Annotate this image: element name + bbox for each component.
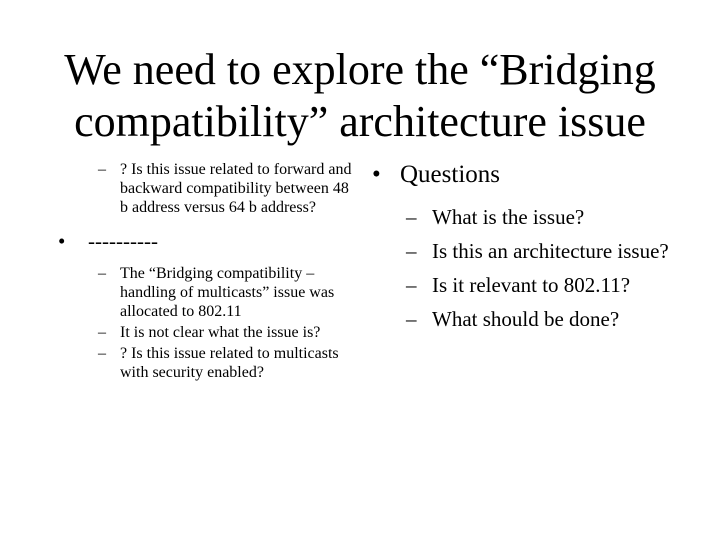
left-bullet-list bbox=[58, 229, 358, 254]
dash-marker: – bbox=[406, 273, 417, 297]
dash-marker: – bbox=[98, 265, 106, 282]
right-column bbox=[372, 160, 712, 338]
list-item-text: What should be done? bbox=[432, 307, 620, 331]
dash-marker: – bbox=[406, 239, 417, 263]
list-item-text: Is it relevant to 802.11? bbox=[432, 273, 631, 297]
dash-marker: – bbox=[406, 205, 417, 229]
dash-marker: – bbox=[98, 324, 106, 341]
dash-marker: – bbox=[406, 307, 417, 331]
bullet-item bbox=[58, 229, 358, 254]
slide-title bbox=[0, 44, 720, 148]
list-item bbox=[58, 160, 358, 217]
list-item-text: It is not clear what the issue is? bbox=[120, 324, 321, 341]
bullet-marker: • bbox=[58, 229, 66, 253]
list-item bbox=[372, 202, 712, 233]
list-item-text: ? Is this issue related to forward and backward compatibility between 48 b address versus 64 b address? bbox=[120, 161, 352, 216]
list-item bbox=[58, 323, 358, 342]
left-column bbox=[58, 160, 358, 384]
bullet-text: Questions bbox=[400, 161, 500, 188]
list-item-text: What is the issue? bbox=[432, 205, 585, 229]
left-sub-list-2 bbox=[58, 264, 358, 382]
list-item bbox=[58, 344, 358, 382]
bullet-text: ---------- bbox=[88, 229, 158, 253]
title-line-2: compatibility” architecture issue bbox=[74, 97, 646, 146]
dash-marker: – bbox=[98, 161, 106, 178]
list-item-text: Is this an architecture issue? bbox=[432, 239, 669, 263]
list-item bbox=[372, 270, 712, 301]
bullet-item bbox=[372, 160, 712, 190]
bullet-marker: • bbox=[372, 161, 381, 188]
list-item bbox=[372, 304, 712, 335]
right-bullet-list bbox=[372, 160, 712, 190]
list-item bbox=[58, 264, 358, 321]
right-sub-list bbox=[372, 202, 712, 335]
list-item bbox=[372, 236, 712, 267]
left-sub-list-1 bbox=[58, 160, 358, 217]
dash-marker: – bbox=[98, 345, 106, 362]
list-item-text: The “Bridging compatibility – handling of multicasts” issue was allocated to 802.11 bbox=[120, 265, 335, 320]
list-item-text: ? Is this issue related to multicasts with security enabled? bbox=[120, 345, 339, 381]
title-line-1: We need to explore the “Bridging bbox=[64, 45, 656, 94]
